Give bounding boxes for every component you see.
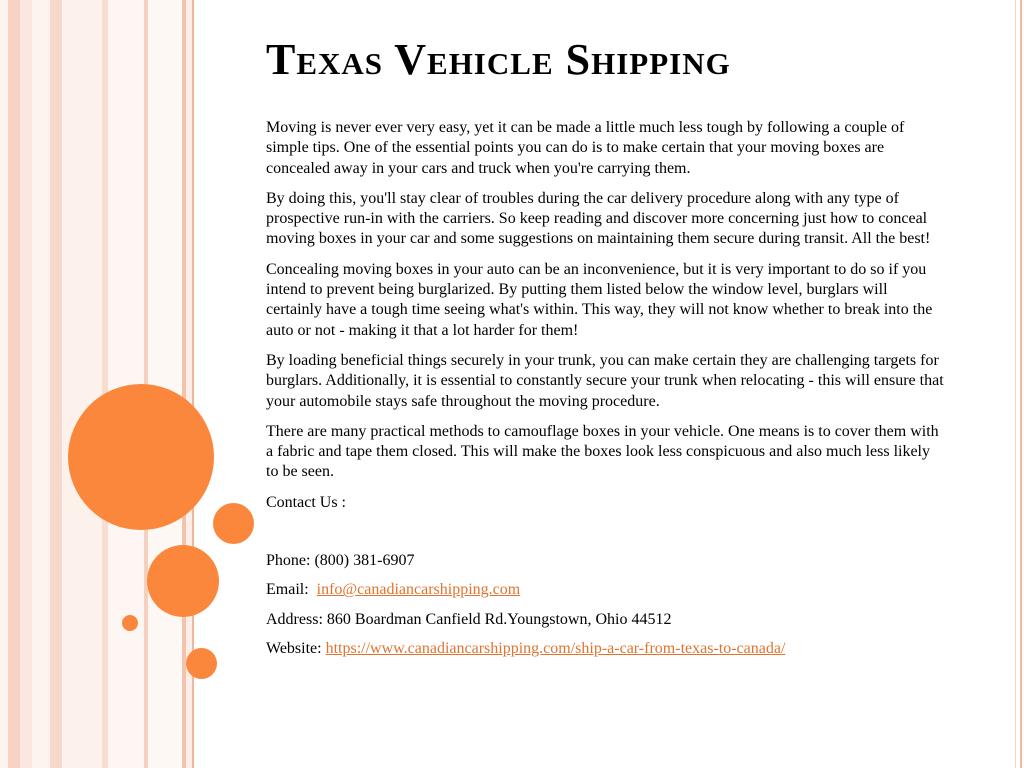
address-label: Address:	[266, 610, 327, 628]
paragraph: Concealing moving boxes in your auto can be an inconvenience, but it is very important to do so if you intend to prevent being burglarized. By putting them listed below the window level, burglars will certainly have a tough time seeing what's within. This way, they will not know whether to break into the auto or not - making it that a lot harder for them!	[266, 260, 933, 339]
decor-circle-medium	[147, 545, 219, 617]
address-value: 860 Boardman Canfield Rd.Youngstown, Ohio 44512	[326, 610, 672, 628]
contact-phone	[266, 551, 946, 571]
decor-stripe	[8, 0, 20, 768]
phone-value: (800) 381-6907	[314, 552, 415, 570]
decor-circle-small	[186, 648, 217, 679]
decor-stripe	[148, 0, 182, 768]
email-label: Email:	[266, 581, 317, 599]
contact-heading: Contact Us :	[266, 493, 346, 511]
decor-circle-tiny	[122, 615, 138, 631]
decor-stripe	[32, 0, 50, 768]
right-border-line	[1015, 0, 1016, 768]
contact-email	[266, 580, 946, 600]
decor-stripe	[0, 0, 8, 768]
website-link[interactable]: https://www.canadiancarshipping.com/ship-a-car-from-texas-to-canada/	[325, 639, 786, 657]
paragraph: By loading beneficial things securely in your trunk, you can make certain they are challenging targets for burglars. Additionally, it is essential to constantly secure your trunk when relocating - this will ensure that your automobile stays safe throughout the moving procedure.	[266, 351, 944, 410]
decor-circle-large	[68, 384, 214, 530]
paragraph: There are many practical methods to camouflage boxes in your vehicle. One means is to cover them with a fabric and tape them closed. This will make the boxes look less conspicuous and also much less likely to be seen.	[266, 422, 939, 481]
website-label: Website:	[266, 639, 326, 657]
paragraph: By doing this, you'll stay clear of troubles during the car delivery procedure along with any type of prospective run-in with the carriers. So keep reading and discover more concerning just how to conceal moving boxes in your car and some suggestions on maintaining them secure during transit. All the best!	[266, 189, 931, 248]
phone-label: Phone:	[266, 552, 315, 570]
contact-website	[266, 639, 946, 659]
contact-address	[266, 610, 946, 630]
email-link[interactable]: info@canadiancarshipping.com	[316, 581, 521, 599]
paragraph: Moving is never ever very easy, yet it can be made a little much less tough by following a couple of simple tips. One of the essential points you can do is to make certain that your moving boxes are concealed away in your cars and truck when you're carrying them.	[266, 119, 905, 177]
decor-stripe	[50, 0, 62, 768]
page-title: Texas Vehicle Shipping	[266, 35, 731, 84]
main-content	[266, 118, 946, 668]
decor-circle-small	[213, 503, 254, 544]
spacer	[266, 523, 946, 551]
decor-stripe	[62, 0, 102, 768]
decor-stripe	[20, 0, 32, 768]
right-border-line	[1020, 0, 1022, 768]
